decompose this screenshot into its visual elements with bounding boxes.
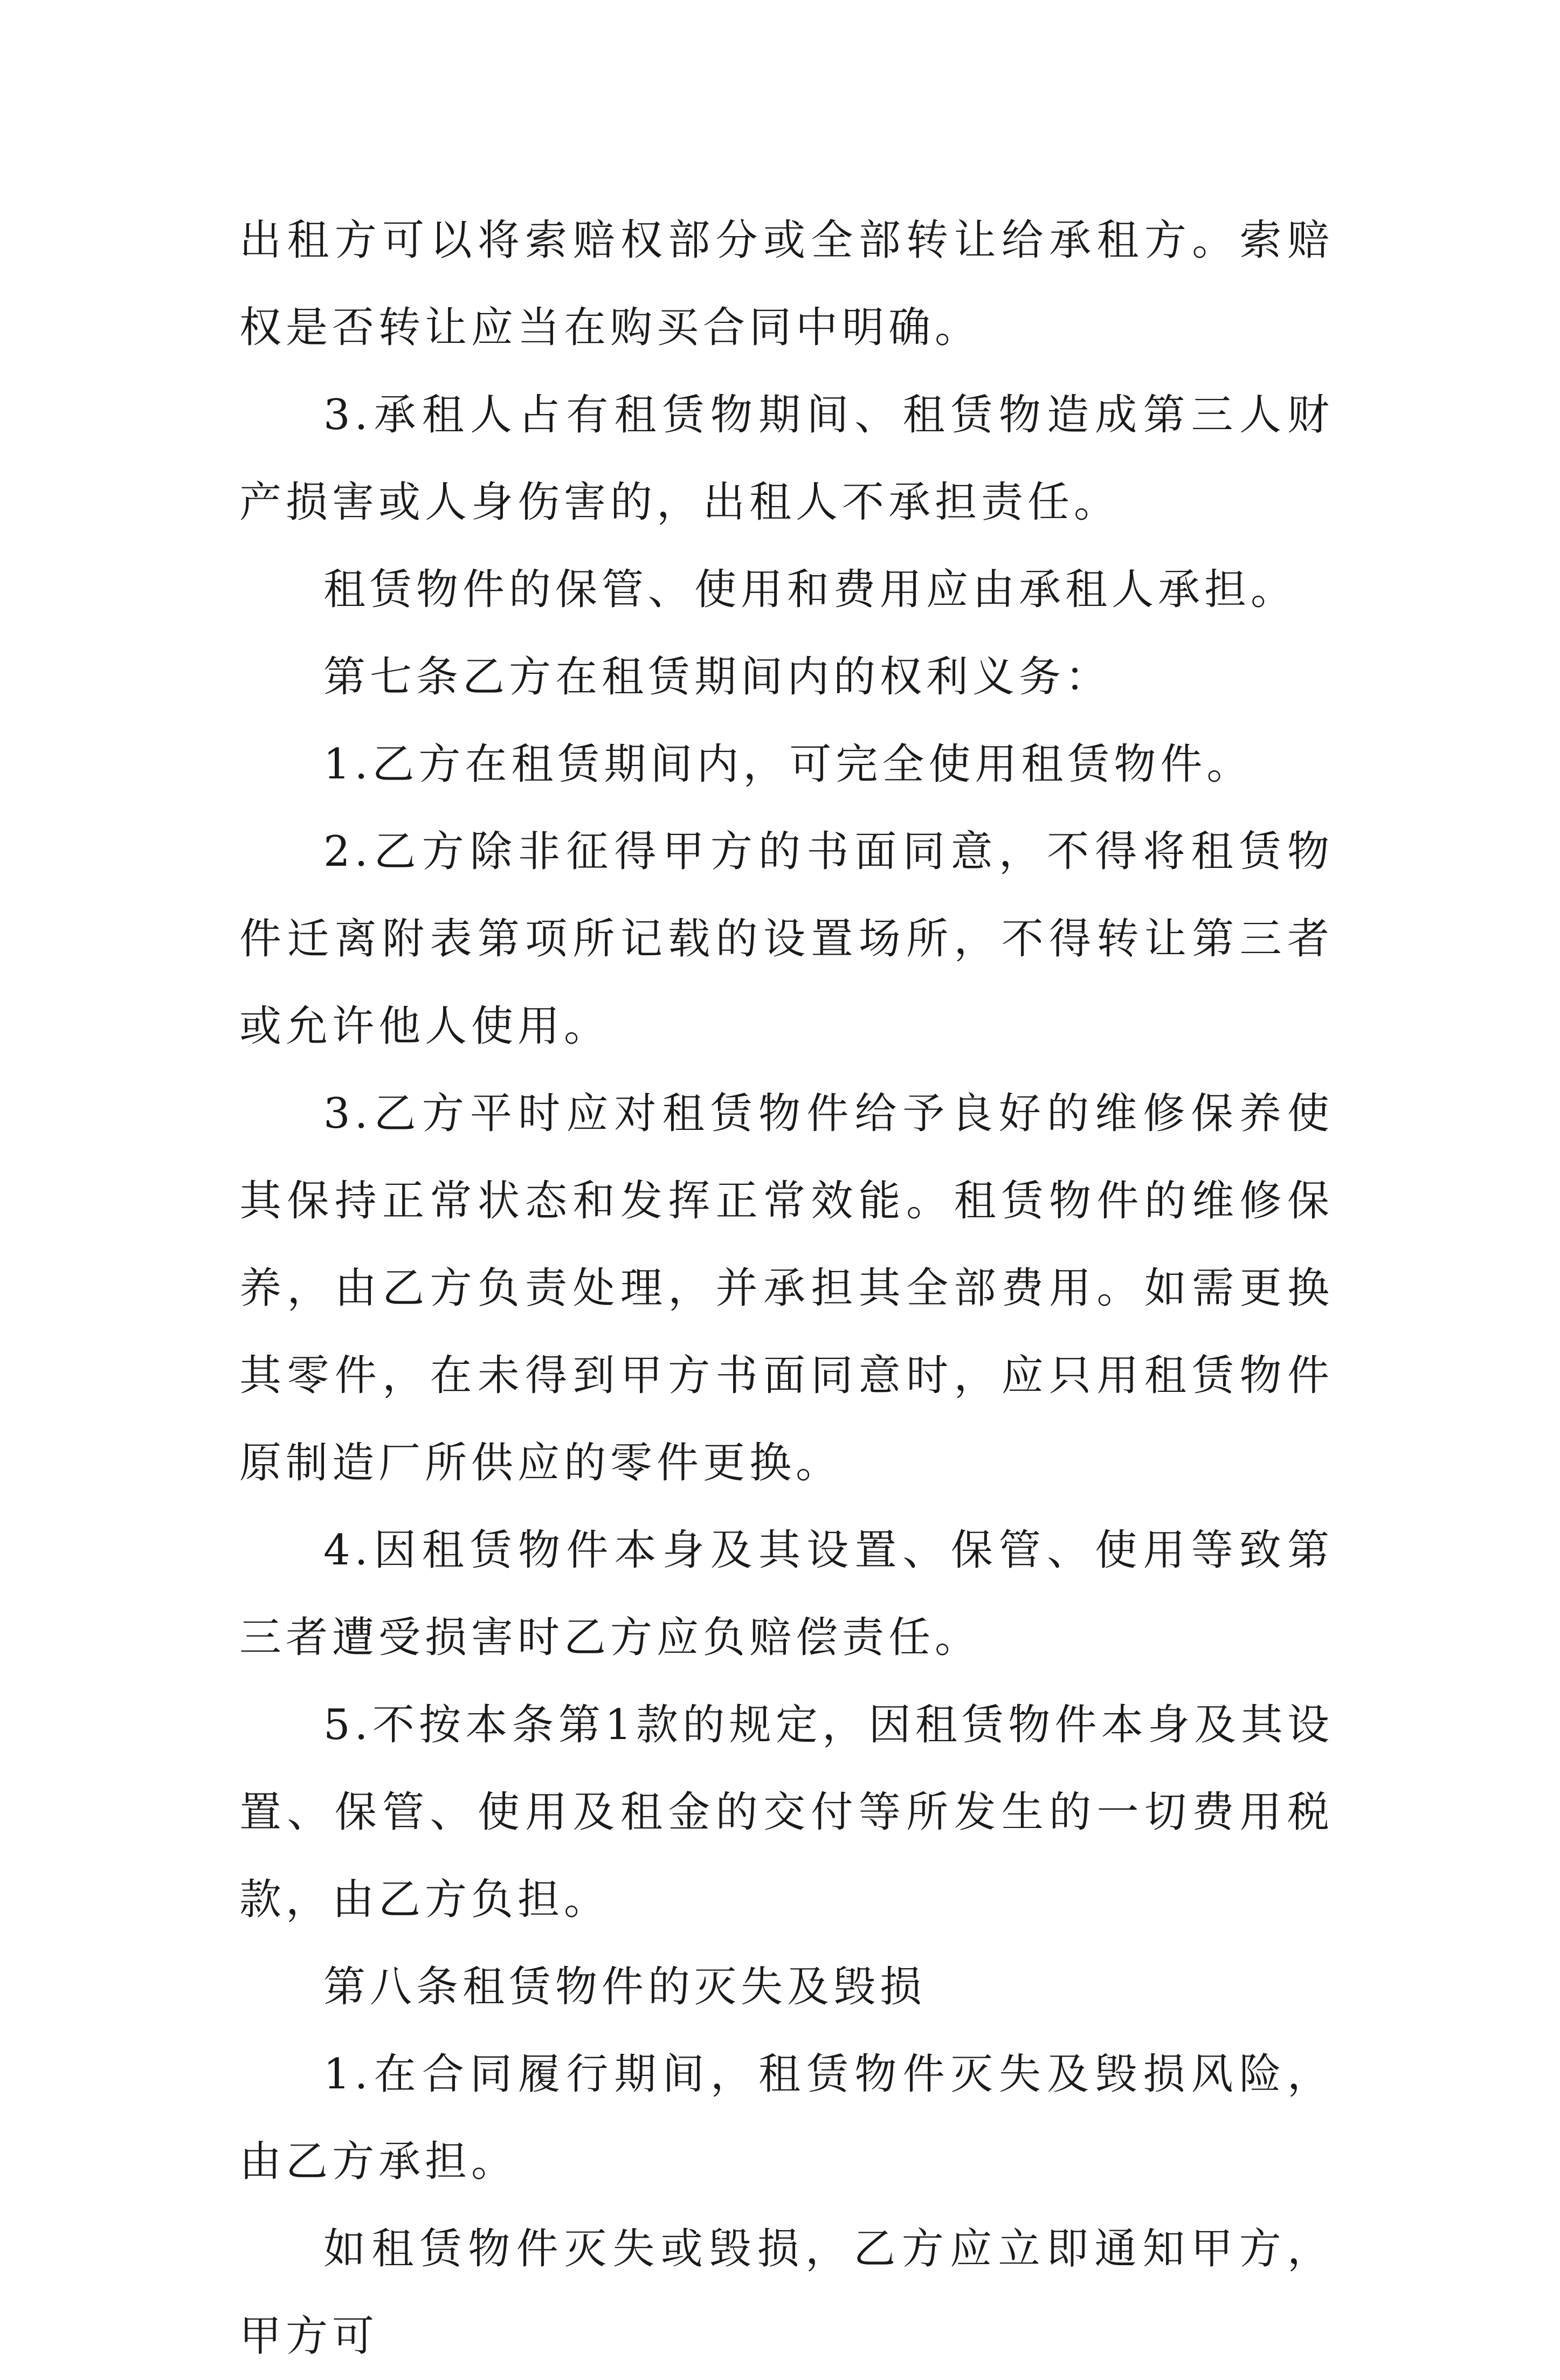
article-7-clause-4: 4.因租赁物件本身及其设置、保管、使用等致第三者遭受损害时乙方应负赔偿责任。 [239, 1526, 1334, 1662]
article-7-clause-1: 1.乙方在租赁期间内，可完全使用租赁物件。 [323, 740, 1253, 789]
document-body [239, 197, 1334, 2380]
article-7-clause-2: 2.乙方除非征得甲方的书面同意，不得将租赁物件迁离附表第项所记载的设置场所，不得转让第三者或允许他人使用。 [239, 827, 1334, 1051]
paragraph-custody-costs: 租赁物件的保管、使用和费用应由承租人承担。 [323, 565, 1297, 614]
article-8-loss-notice: 如租赁物件灭失或毁损，乙方应立即通知甲方，甲方可 [239, 2225, 1334, 2361]
article-7-clause-5: 5.不按本条第1款的规定，因租赁物件本身及其设置、保管、使用及租金的交付等所发生的一切费用税款，由乙方负担。 [239, 1701, 1334, 1924]
paragraph-lessee-liability: 3.承租人占有租赁物期间、租赁物造成第三人财产损害或人身伤害的，出租人不承担责任。 [239, 391, 1334, 527]
article-7-heading: 第七条乙方在租赁期间内的权利义务： [323, 653, 1112, 701]
article-8-clause-1: 1.在合同履行期间，租赁物件灭失及毁损风险，由乙方承担。 [239, 2050, 1334, 2186]
paragraph-claim-transfer: 出租方可以将索赔权部分或全部转让给承租方。索赔权是否转让应当在购买合同中明确。 [239, 216, 1334, 352]
article-8-heading: 第八条租赁物件的灭失及毁损 [323, 1963, 927, 2011]
article-7-clause-3: 3.乙方平时应对租赁物件给予良好的维修保养使其保持正常状态和发挥正常效能。租赁物件的维修保养，由乙方负责处理，并承担其全部费用。如需更换其零件，在未得到甲方书面同意时，应只用租赁物件原制造厂所供应的零件更换。 [239, 1089, 1334, 1487]
